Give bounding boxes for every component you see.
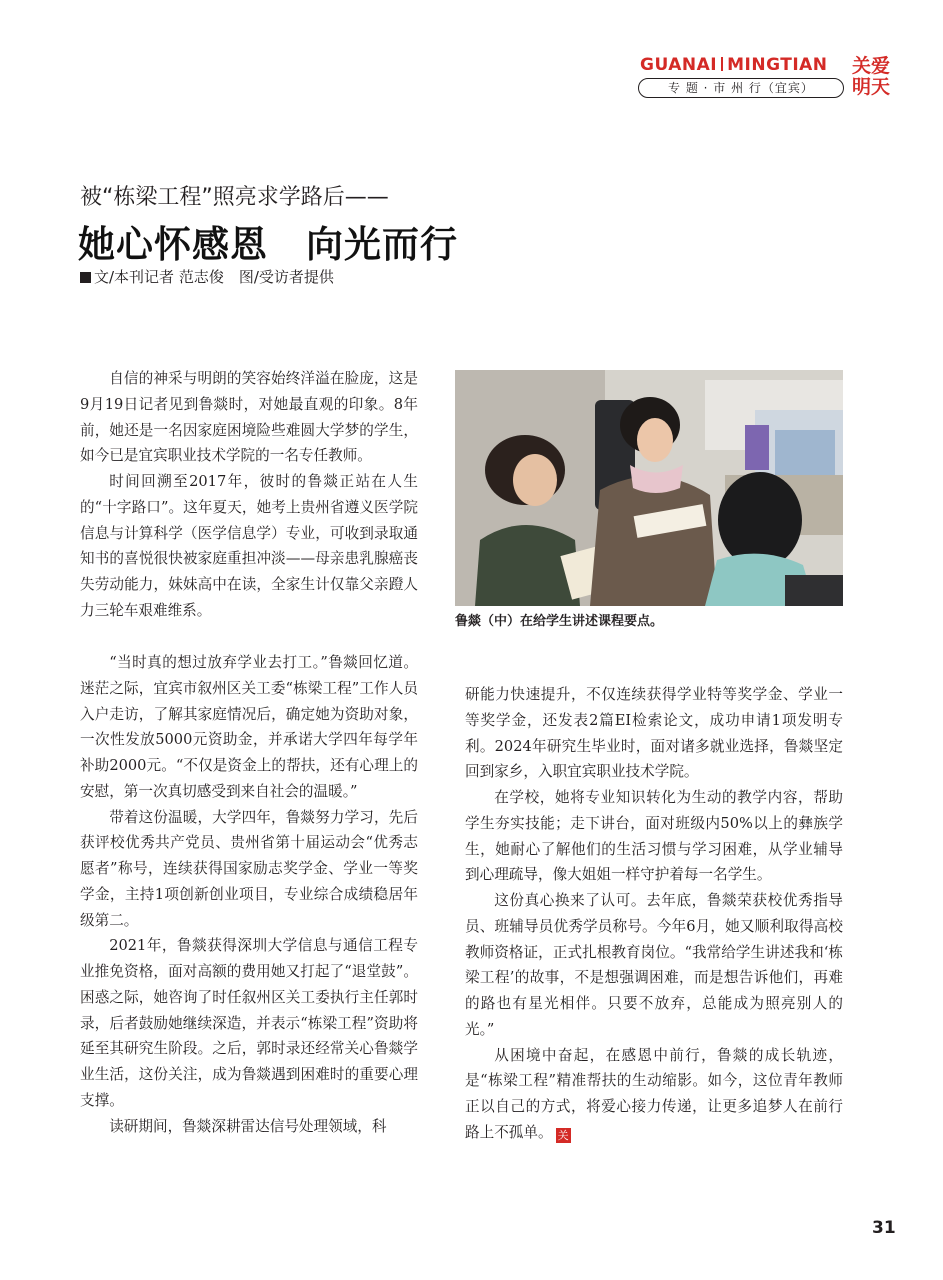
- brand-cn-line1: 关爱: [852, 55, 891, 77]
- brand-chinese-logo: [852, 56, 892, 98]
- page-number: 31: [872, 1218, 896, 1238]
- byline-text: 文/本刊记者 范志俊 图/受访者提供: [94, 268, 334, 286]
- brand-cn-line2: 明天: [852, 76, 891, 98]
- left-column-top: [80, 366, 418, 624]
- paragraph: “当时真的想过放弃学业去打工。”鲁燚回忆道。迷茫之际，宜宾市叙州区关工委“栋梁工程”工作人员入户走访，了解其家庭情况后，确定她为资助对象，一次性发放5000元资助金，并承诺大学四年每学年补助2000元。“不仅是资金上的帮扶，还有心理上的安慰，第一次真切感受到来自社会的温暖。”: [80, 654, 418, 800]
- paragraph: 时间回溯至2017年，彼时的鲁燚正站在人生的“十字路口”。这年夏天，她考上贵州省遵义医学院信息与计算科学（医学信息学）专业，可收到录取通知书的喜悦很快被家庭重担冲淡——母亲患乳腺癌丧失劳动能力，妹妹高中在读，全家生计仅靠父亲蹬人力三轮车艰难维系。: [80, 473, 418, 619]
- brand-separator: [721, 57, 723, 71]
- column-label: 专 题 · 市 州 行（宜宾）: [638, 78, 844, 98]
- article-byline: [80, 266, 334, 287]
- paragraph: 读研期间，鲁燚深耕雷达信号处理领域，科: [109, 1117, 387, 1135]
- paragraph: 带着这份温暖，大学四年，鲁燚努力学习，先后获评校优秀共产党员、贵州省第十届运动会“优秀志愿者”称号，连续获得国家励志奖学金、学业一等奖学金，主持1项创新创业项目，专业综合成绩稳居年级第二。: [80, 808, 418, 929]
- paragraph-final: [465, 1043, 843, 1146]
- paragraph: 这份真心换来了认可。去年底，鲁燚荣获校优秀指导员、班辅导员优秀学员称号。今年6月，她又顺利取得高校教师资格证，正式扎根教育岗位。“我常给学生讲述我和‘栋梁工程’的故事，不是想强调困难，而是想告诉他们，再难的路也有星光相伴。只要不放弃，总能成为照亮别人的光。”: [465, 892, 843, 1038]
- article-kicker: 被“栋梁工程”照亮求学路后——: [80, 185, 389, 210]
- paragraph: 2021年，鲁燚获得深圳大学信息与通信工程专业推免资格，面对高额的费用她又打起了“退堂鼓”。困惑之际，她咨询了时任叙州区关工委执行主任郭时录，后者鼓励她继续深造，并表示“栋梁工程”资助将延至其研究生阶段。之后，郭时录还经常关心鲁燚学业生活，这份关注，成为鲁燚遇到困难时的重要心理支撑。: [80, 937, 418, 1109]
- brand-english-right: MINGTIAN: [727, 55, 828, 75]
- classroom-photo-image: [455, 370, 843, 606]
- article-headline: 她心怀感恩 向光而行: [78, 222, 458, 266]
- brand-english-left: GUANAI: [640, 55, 718, 75]
- paragraph: 自信的神采与明朗的笑容始终洋溢在脸庞，这是9月19日记者见到鲁燚时，对她最直观的印象。8年前，她还是一名因家庭困境险些难圆大学梦的学生，如今已是宜宾职业技术学院的一名专任教师。: [80, 370, 418, 465]
- right-column: [465, 682, 843, 1146]
- left-column: [80, 650, 418, 1139]
- paragraph: 研能力快速提升，不仅连续获得学业特等奖学金、学业一等奖学金，还发表2篇EI检索论文，成功申请1项发明专利。2024年研究生毕业时，面对诸多就业选择，鲁燚坚定回到家乡，入职宜宾职业技术学院。: [465, 686, 843, 781]
- article-photo: [455, 370, 843, 606]
- brand-english: [640, 55, 845, 77]
- photo-caption: 鲁燚（中）在给学生讲述课程要点。: [455, 614, 664, 629]
- paragraph-final-text: 从困境中奋起，在感恩中前行，鲁燚的成长轨迹，是“栋梁工程”精准帮扶的生动缩影。如今，这位青年教师正以自己的方式，将爱心接力传递，让更多追梦人在前行路上不孤单。: [465, 1046, 843, 1141]
- end-mark-icon: 关: [557, 1128, 569, 1142]
- paragraph: 在学校，她将专业知识转化为生动的教学内容，帮助学生夯实技能；走下讲台，面对班级内50%以上的彝族学生，她耐心了解他们的生活习惯与学习困难，从学业辅导到心理疏导，像大姐姐一样守护着每一名学生。: [465, 789, 843, 884]
- byline-square-icon: [80, 272, 91, 283]
